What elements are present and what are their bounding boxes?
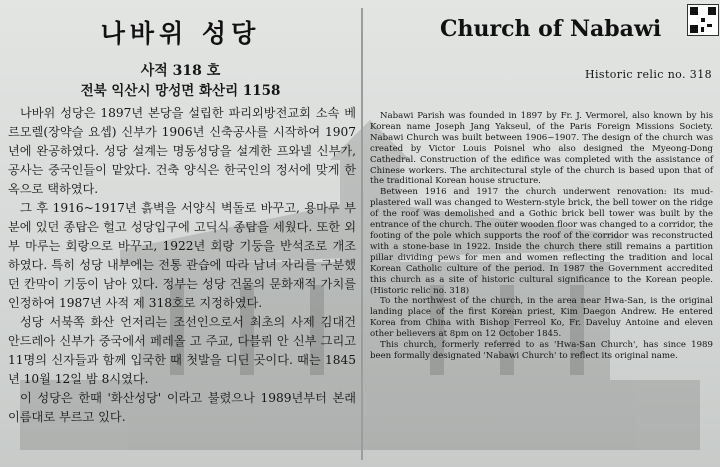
korean-paragraph: 성당 서북쪽 화산 언저리는 조선인으로서 최초의 사제 김대건 안드레아 신부가 중국에서 페레올 고 주교, 다블뤼 안 신부 그리고 11명의 신자들과 함께 입국한 때 첫발을 디딘 곳이다. 때는 1845년 10월 12일 밤 8시였다.	[8, 315, 356, 386]
english-paragraph: This church, formerly referred to as 'Hwa-San Church', has since 1989 been formally designated 'Nabawi Church' to reflect its original name.	[370, 340, 713, 361]
korean-paragraph: 나바위 성당은 1897년 본당을 설립한 파리외방전교회 소속 베르모렐(장약슬 요셉) 신부가 1906년 신축공사를 시작하여 1907년에 완공하였다. 성당 설계는 명동성당을 설계한 프와넬 신부가, 공사는 중국인들이 맡았다. 건축 양식은 한국인의 정서에 맞게 한옥으로 택하였다.	[8, 106, 356, 196]
korean-title: 나바위 성당	[100, 19, 261, 48]
english-paragraph: Nabawi Parish was founded in 1897 by Fr. J. Vermorel, also known by his Korean name Joseph Jang Yakseul, of the Paris Foreign Missions Society. Nabawi Church was built between 1906~1907. The design of the church was created by Victor Louis Poisnel who also designed the Myeong-Dong Cathedral. Construction of the edifice was completed with the assistance of Chinese workers. The architectural style of the church is based upon that of the traditional Korean house structure.	[370, 111, 713, 187]
korean-body	[8, 104, 356, 427]
column-divider	[361, 8, 363, 460]
english-paragraph: To the northwest of the church, in the area near Hwa-San, is the original landing place of the first Korean priest, Kim Daegon Andrew. He entered Korea from China with Bishop Ferreol Ko, Fr. Daveluy Antoine and eleven other believers at 8pm on 12 October 1845.	[370, 296, 713, 340]
english-relic-number: Historic relic no. 318	[585, 68, 712, 81]
korean-paragraph: 그 후 1916~1917년 흙벽을 서양식 벽돌로 바꾸고, 용마루 부분에 있던 종탑은 헐고 성당입구에 고딕식 종탑을 세웠다. 또한 외부 마루는 회랑으로 바꾸고, 1922년 회랑 기둥을 반석조로 개조하였다. 특히 성당 내부에는 전통 관습에 따라 남녀 자리를 구분했던 칸막이 기둥이 남아 있다. 정부는 성당 건물의 문화재적 가치를 인정하여 1987년 사적 제 318호로 지정하였다.	[8, 201, 356, 310]
korean-paragraph: 이 성당은 한때 '화산성당' 이라고 불렸으나 1989년부터 본래 이름대로 부르고 있다.	[8, 391, 356, 424]
english-paragraph: Between 1916 and 1917 the church underwent renovation: its mud-plastered wall was changed to Western-style brick, the bell tower on the ridge of the roof was demolished and a Gothic brick bell tower was built by the entrance of the church. The outer wooden floor was changed to a corridor, the footing of the pole which supports the roof of the corridor was reconstructed with a stone-base in 1922. Inside the church there still remains a partition pillar dividing pews for men and women reflecting the tradition and local Korean Catholic culture of the period. In 1987 the Government accredited this church as a site of historic cultural significance to the Korean people. (Historic relic no. 318)	[370, 187, 713, 296]
korean-address: 전북 익산시 망성면 화산리 1158	[80, 83, 281, 99]
qr-code-icon[interactable]	[687, 4, 719, 36]
english-title: Church of Nabawi	[440, 16, 662, 42]
korean-relic-number: 사적 318 호	[140, 63, 221, 79]
english-body	[370, 111, 713, 362]
